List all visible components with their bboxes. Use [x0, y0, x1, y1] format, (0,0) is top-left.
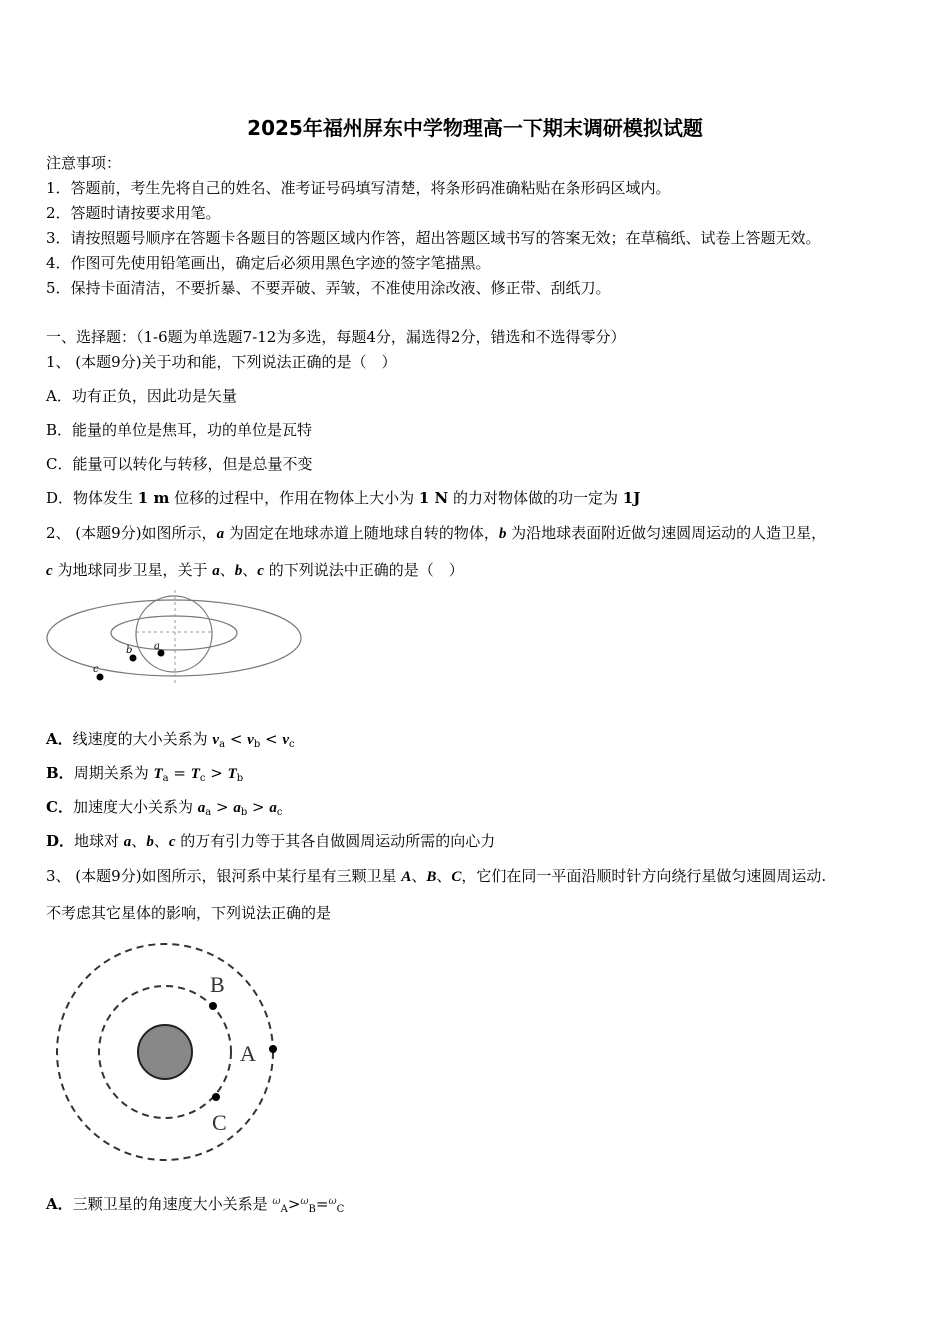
- question-3-stem-cont: 不考虑其它星体的影响，下列说法正确的是: [46, 904, 332, 922]
- section-heading: 一、选择题：（1-6题为单选题7-12为多选，每题4分，漏选得2分，错选和不选得零分）: [46, 328, 626, 346]
- page-title: 2025年福州屏东中学物理高一下期末调研模拟试题: [247, 116, 703, 140]
- note-item: 2．答题时请按要求用笔。: [46, 204, 221, 222]
- question-2-stem-cont: c 为地球同步卫星，关于 a、b、c 的下列说法中正确的是（ ）: [46, 561, 464, 579]
- q2-option-c: C．加速度大小关系为 $a_a > a_b > a_c$: [46, 798, 283, 818]
- notes-heading: 注意事项：: [46, 154, 122, 172]
- satellite-orbit-figure: [50, 940, 290, 1165]
- svg-text:A: A: [240, 1041, 256, 1066]
- svg-text:c: c: [93, 664, 99, 675]
- satellite-b: [209, 1002, 217, 1010]
- satellite-c: [212, 1093, 220, 1101]
- q3-option-a: A．三颗卫星的角速度大小关系是 $^\omega_A$>$^\omega_B$=$^\omega_C$: [46, 1195, 345, 1215]
- satellite-a: [269, 1045, 277, 1053]
- svg-text:b: b: [126, 645, 133, 656]
- q2-option-b: B．周期关系为 $T_a = T_c > T_b$: [46, 764, 244, 784]
- question-1-stem: 1、 (本题9分)关于功和能，下列说法正确的是（ ）: [46, 353, 397, 371]
- q1-option-b: B．能量的单位是焦耳，功的单位是瓦特: [46, 421, 313, 439]
- note-item: 1．答题前，考生先将自己的姓名、准考证号码填写清楚，将条形码准确粘贴在条形码区域内。: [46, 179, 671, 197]
- question-3-stem: 3、 (本题9分)如图所示，银河系中某行星有三颗卫星 A、B、C，它们在同一平面沿顺时针方向绕行星做匀速圆周运动.: [46, 867, 827, 885]
- q1-option-a: A．功有正负，因此功是矢量: [46, 387, 237, 405]
- q1-option-d: D．物体发生 1 m 位移的过程中，作用在物体上大小为 1 N 的力对物体做的功一定为 1J: [46, 489, 641, 507]
- planet: [138, 1025, 192, 1079]
- note-item: 4．作图可先使用铅笔画出，确定后必须用黑色字迹的签字笔描黑。: [46, 254, 491, 272]
- question-2-stem: 2、 (本题9分)如图所示，a 为固定在地球赤道上随地球自转的物体，b 为沿地球表面附近做匀速圆周运动的人造卫星，: [46, 524, 827, 542]
- earth-orbit-figure: [44, 588, 304, 693]
- svg-text:a: a: [154, 641, 160, 652]
- note-item: 5．保持卡面清洁，不要折暴、不要弄破、弄皱，不准使用涂改液、修正带、刮纸刀。: [46, 279, 611, 297]
- note-item: 3．请按照题号顺序在答题卡各题目的答题区域内作答，超出答题区域书写的答案无效；在草稿纸、试卷上答题无效。: [46, 229, 821, 247]
- svg-text:C: C: [212, 1110, 227, 1135]
- q2-option-d: D．地球对 a、b、c 的万有引力等于其各自做圆周运动所需的向心力: [46, 832, 496, 850]
- q1-option-c: C．能量可以转化与转移，但是总量不变: [46, 455, 313, 473]
- svg-text:B: B: [210, 972, 225, 997]
- q2-option-a: A．线速度的大小关系为 $v_a < v_b < v_c$: [46, 730, 295, 750]
